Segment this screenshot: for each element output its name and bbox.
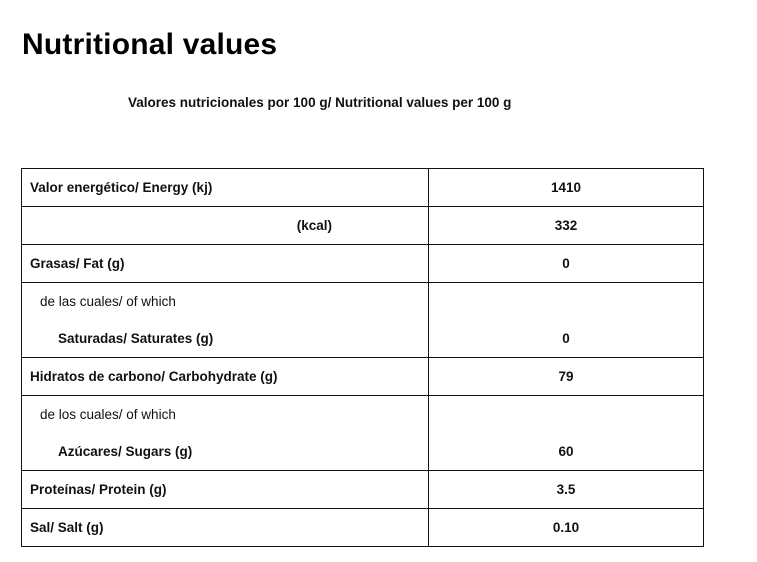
row-value-energy-kcal: 332	[429, 207, 704, 245]
row-label-carbohydrate: Hidratos de carbono/ Carbohydrate (g)	[22, 358, 429, 396]
table-row	[22, 169, 704, 207]
table-row	[22, 471, 704, 509]
row-value-fat-of-which	[429, 283, 704, 321]
table-row	[22, 509, 704, 547]
row-label-energy-kcal: (kcal)	[22, 207, 429, 245]
row-value-saturates: 0	[429, 320, 704, 358]
table-row	[22, 320, 704, 358]
table-row	[22, 358, 704, 396]
table-row	[22, 245, 704, 283]
row-value-sugars: 60	[429, 433, 704, 471]
row-value-salt: 0.10	[429, 509, 704, 547]
row-value-energy-kj: 1410	[429, 169, 704, 207]
table-subtitle: Valores nutricionales por 100 g/ Nutritional values per 100 g	[128, 95, 512, 110]
row-label-protein: Proteínas/ Protein (g)	[22, 471, 429, 509]
row-label-carbohydrate-of-which: de los cuales/ of which	[22, 396, 429, 434]
row-value-carbohydrate: 79	[429, 358, 704, 396]
row-label-saturates: Saturadas/ Saturates (g)	[22, 320, 429, 358]
row-label-energy-kj: Valor energético/ Energy (kj)	[22, 169, 429, 207]
row-value-fat: 0	[429, 245, 704, 283]
row-label-salt: Sal/ Salt (g)	[22, 509, 429, 547]
row-value-carbohydrate-of-which	[429, 396, 704, 434]
nutritional-values-table	[21, 168, 704, 547]
table-row	[22, 396, 704, 434]
row-label-fat-of-which: de las cuales/ of which	[22, 283, 429, 321]
table-row	[22, 283, 704, 321]
table-row	[22, 433, 704, 471]
page-title: Nutritional values	[22, 28, 278, 62]
row-label-sugars: Azúcares/ Sugars (g)	[22, 433, 429, 471]
row-label-fat: Grasas/ Fat (g)	[22, 245, 429, 283]
row-value-protein: 3.5	[429, 471, 704, 509]
table-row	[22, 207, 704, 245]
